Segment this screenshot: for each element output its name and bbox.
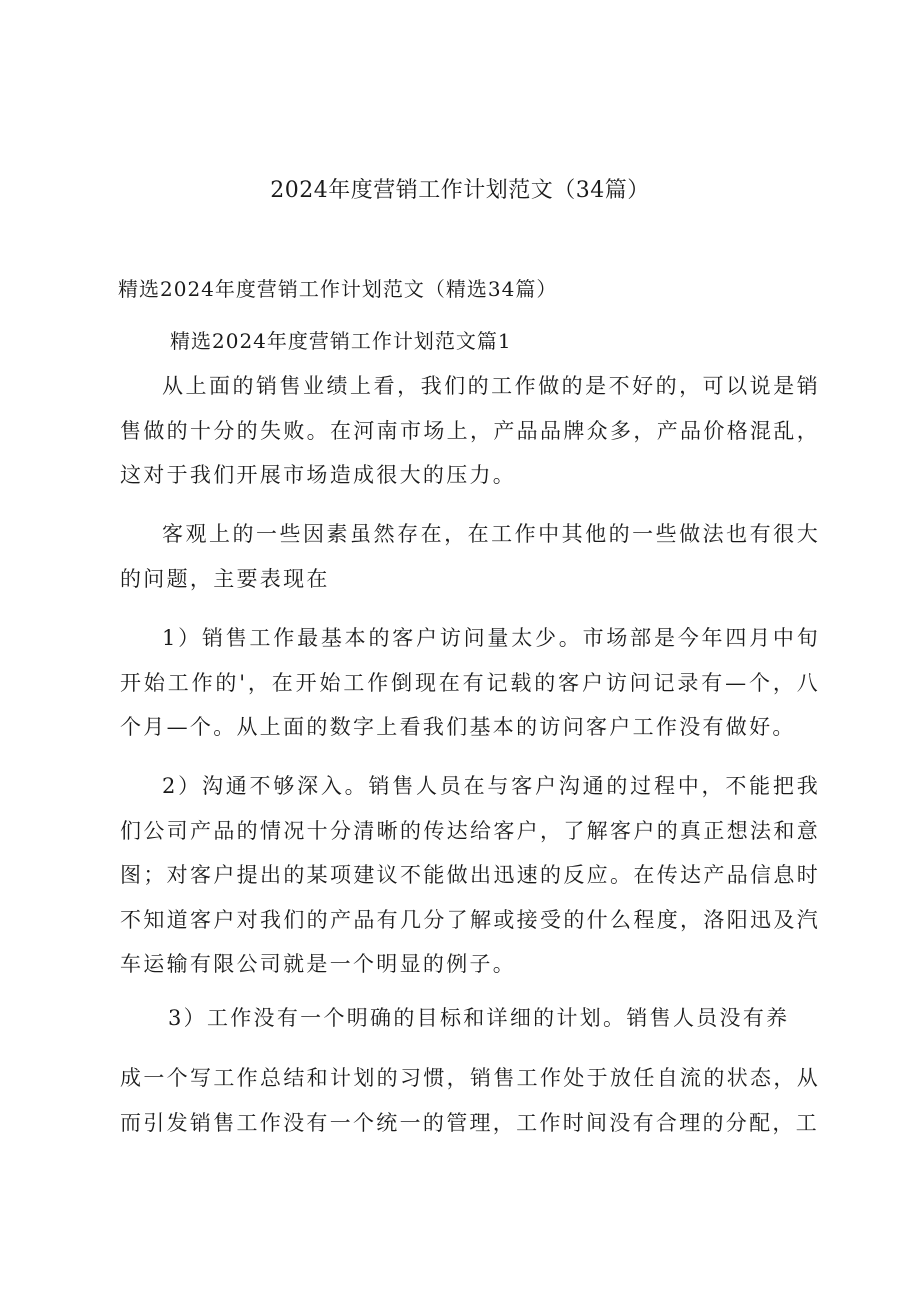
section-heading: 精选2024年度营销工作计划范文篇1 (170, 329, 512, 353)
document-title: 2024年度营销工作计划范文（34篇） (270, 178, 650, 203)
paragraph-1: 从上面的销售业绩上看，我们的工作做的是不好的，可以说是销售做的十分的失败。在河南市场上，产品品牌众多，产品价格混乱，这对于我们开展市场造成很大的压力。 (120, 374, 820, 487)
paragraph-2: 客观上的一些因素虽然存在，在工作中其他的一些做法也有很大的问题，主要表现在 (120, 522, 820, 591)
paragraph-3: 1）销售工作最基本的客户访问量太少。市场部是今年四月中旬开始工作的'，在开始工作倒现在有记载的客户访问记录有—个，八个月—个。从上面的数字上看我们基本的访问客户工作没有做好。 (120, 626, 820, 739)
paragraph-4: 2）沟通不够深入。销售人员在与客户沟通的过程中，不能把我们公司产品的情况十分清晰的传达给客户，了解客户的真正想法和意图；对客户提出的某项建议不能做出迅速的反应。在传达产品信息时不知道客户对我们的产品有几分了解或接受的什么程度，洛阳迅及汽车运输有限公司就是一个明显的例子。 (120, 774, 820, 976)
paragraph-5-first-line: 3）工作没有一个明确的目标和详细的计划。销售人员没有养 (168, 1006, 790, 1030)
document-subtitle: 精选2024年度营销工作计划范文（精选34篇） (118, 277, 558, 301)
paragraph-5-continuation: 成一个写工作总结和计划的习惯，销售工作处于放任自流的状态，从而引发销售工作没有一个统一的管理，工作时间没有合理的分配，工 (120, 1066, 820, 1135)
